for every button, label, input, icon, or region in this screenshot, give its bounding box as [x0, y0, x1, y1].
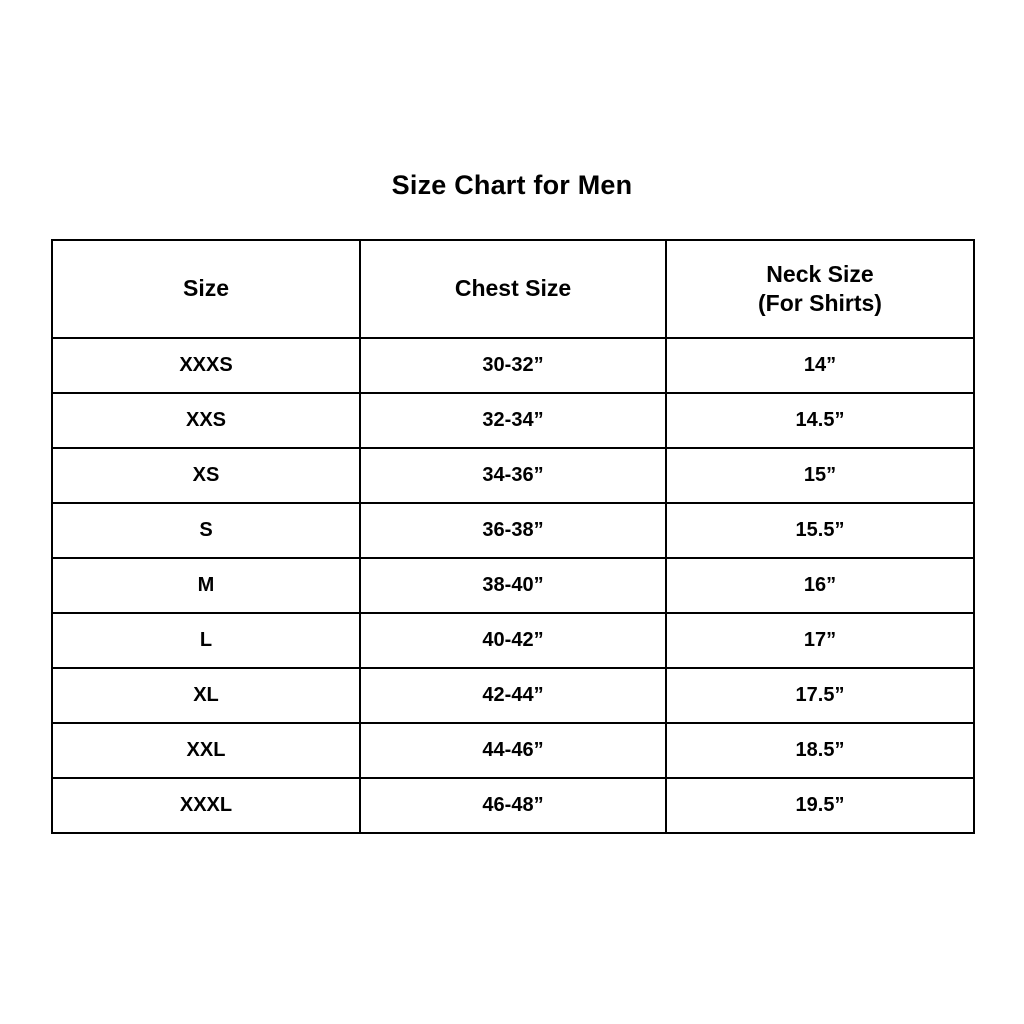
cell-size: S	[52, 503, 360, 558]
table-row	[52, 778, 974, 833]
cell-neck: 17”	[666, 613, 974, 668]
cell-neck: 14”	[666, 338, 974, 393]
cell-chest: 38-40”	[360, 558, 666, 613]
cell-size: XS	[52, 448, 360, 503]
cell-chest: 32-34”	[360, 393, 666, 448]
cell-neck: 15.5”	[666, 503, 974, 558]
cell-neck: 15”	[666, 448, 974, 503]
cell-neck: 18.5”	[666, 723, 974, 778]
column-header-neck	[666, 240, 974, 338]
table-row	[52, 338, 974, 393]
table-row	[52, 393, 974, 448]
table-row	[52, 723, 974, 778]
cell-size: XXXS	[52, 338, 360, 393]
cell-chest: 44-46”	[360, 723, 666, 778]
cell-chest: 30-32”	[360, 338, 666, 393]
table-row	[52, 503, 974, 558]
cell-size: XL	[52, 668, 360, 723]
cell-chest: 42-44”	[360, 668, 666, 723]
cell-size: XXS	[52, 393, 360, 448]
table-row	[52, 613, 974, 668]
column-header-neck-label: Neck Size	[766, 260, 874, 287]
cell-chest: 46-48”	[360, 778, 666, 833]
cell-size: M	[52, 558, 360, 613]
column-header-chest	[360, 240, 666, 338]
cell-chest: 40-42”	[360, 613, 666, 668]
cell-neck: 14.5”	[666, 393, 974, 448]
table-row	[52, 668, 974, 723]
column-header-size	[52, 240, 360, 338]
cell-neck: 19.5”	[666, 778, 974, 833]
table-row	[52, 448, 974, 503]
cell-size: L	[52, 613, 360, 668]
cell-neck: 16”	[666, 558, 974, 613]
column-header-size-label: Size	[182, 275, 230, 302]
column-header-chest-label: Chest Size	[454, 275, 572, 302]
cell-neck: 17.5”	[666, 668, 974, 723]
cell-chest: 34-36”	[360, 448, 666, 503]
table-header-row	[52, 240, 974, 338]
column-header-neck-sublabel: (For Shirts)	[758, 290, 882, 316]
cell-chest: 36-38”	[360, 503, 666, 558]
cell-size: XXL	[52, 723, 360, 778]
table-row	[52, 558, 974, 613]
page-title: Size Chart for Men	[391, 170, 633, 200]
size-chart-table	[51, 239, 975, 834]
cell-size: XXXL	[52, 778, 360, 833]
